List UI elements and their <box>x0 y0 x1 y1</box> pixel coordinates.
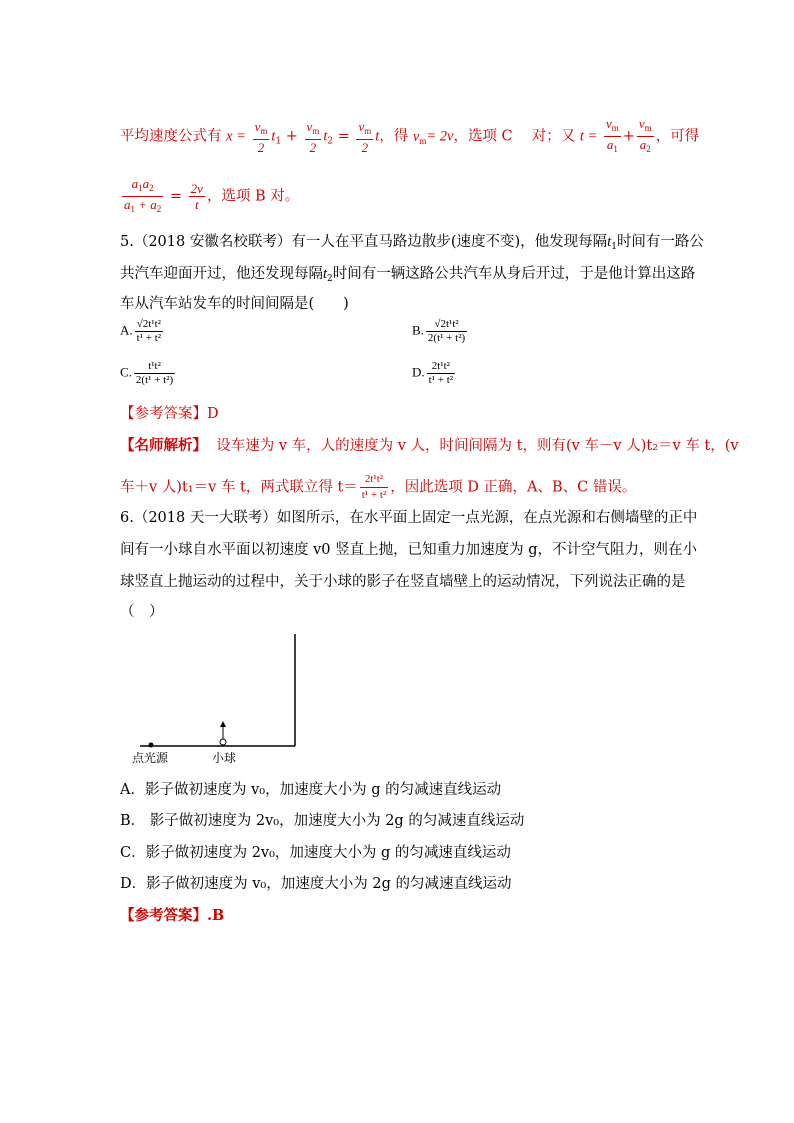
q5-stem-line-3: 车从汽车站发车的时间间隔是( ) <box>120 296 349 312</box>
q6-answer: 【参考答案】.B <box>120 907 225 924</box>
q5-stem-line-2: 共汽车迎面开过，他还发现每隔$t_2$时间有一辆这路公共汽车从身后开过，于是他计算出这路 <box>120 266 696 284</box>
arrow-head <box>220 721 226 727</box>
ball-label: 小球 <box>212 751 237 765</box>
q6-option-a: A．影子做初速度为 v₀，加速度大小为 g 的匀减速直线运动 <box>120 782 502 798</box>
fraction-vm-over-a2: $\frac{v_m}{a_2}$ <box>638 116 652 154</box>
solution-line-2: $\frac{a_1a_2}{a_1 + a_2}$ = $\frac{2v}{t}$ ，选项 B 对。 <box>120 176 299 217</box>
fraction-vm-over-2: $\frac{v_m}{2}$ <box>306 118 320 155</box>
fraction-vm-over-a1: $\frac{v_m}{a_1}$ <box>605 116 619 154</box>
q5-option-d: D. $\frac{\text{2t¹t²}}{\text{t¹ + t²}}$ <box>412 360 454 386</box>
q5-answer: 【参考答案】D <box>120 406 219 422</box>
light-source-dot <box>149 743 154 748</box>
q6-figure <box>120 628 320 768</box>
q5-option-b: B. $\frac{\text{√2t¹t²}}{\text{2(t¹ + t²)}}$ <box>412 318 466 344</box>
q6-option-b: B． 影子做初速度为 2v₀，加速度大小为 2g 的匀减速直线运动 <box>120 813 525 829</box>
q6-stem-line-1: 6.（2018 天一大联考）如图所示，在水平面上固定一点光源，在点光源和右侧墙壁的正中 <box>120 510 698 526</box>
fraction-vm-over-2: $\frac{v_m}{2}$ <box>358 118 372 155</box>
q6-stem-line-3: 球竖直上抛运动的过程中，关于小球的影子在竖直墙壁上的运动情况，下列说法正确的是 <box>120 574 686 590</box>
q5-option-c: C. $\frac{\text{t¹t²}}{\text{2(t¹ + t²)}}$ <box>120 360 174 386</box>
fraction-2v-over-t: $\frac{2v}{t}$ <box>190 181 203 212</box>
q5-explanation-line-2: 车＋v 人)t₁＝v 车 t，两式联立得 t＝ $\frac{\text{2t¹t²}}{\text{t¹ + t²}}$ ，因此选项 D 正确，A、B、C 错误。 <box>120 473 637 501</box>
light-source-label: 点光源 <box>132 751 169 765</box>
solution-line-1: 平均速度公式有 x = $\frac{v_m}{2}$ $t_1$ + $\frac{v_m}{2}$ $t_2$ = $\frac{v_m}{2}$ t，得 $v_m= 2v$，选项 C 对；又 t = $\frac{v_m}{a_1}$ + $\frac{v_m}{a_2}$ ，可得 <box>120 116 699 157</box>
q5-option-a: A. $\frac{\text{√2t¹t²}}{\text{t¹ + t²}}$ <box>120 318 162 344</box>
fraction-vm-over-2: $\frac{v_m}{2}$ <box>254 118 268 155</box>
fraction-a1a2: $\frac{a_1a_2}{a_1 + a_2}$ <box>124 176 162 214</box>
q5-explanation-line-1: 【名师解析】 设车速为 v 车，人的速度为 v 人，时间间隔为 t，则有(v 车－v 人)t₂＝v 车 t，(v <box>120 437 739 454</box>
q6-stem-line-2: 间有一小球自水平面以初速度 v0 竖直上抛，已知重力加速度为 g，不计空气阻力，则在小 <box>120 542 698 558</box>
formula-x: x = <box>226 128 246 145</box>
q6-stem-line-4: （ ） <box>120 604 164 620</box>
q6-option-d: D．影子做初速度为 v₀，加速度大小为 2g 的匀减速直线运动 <box>120 876 512 892</box>
solution-text: 平均速度公式有 <box>120 128 222 145</box>
q5-stem-line-1: 5.（2018 安徽名校联考）有一人在平直马路边散步(速度不变)，他发现每隔$t_1$时间有一路公 <box>120 234 704 252</box>
ball-circle <box>220 739 226 745</box>
q6-option-c: C．影子做初速度为 2v₀，加速度大小为 g 的匀减速直线运动 <box>120 845 511 861</box>
